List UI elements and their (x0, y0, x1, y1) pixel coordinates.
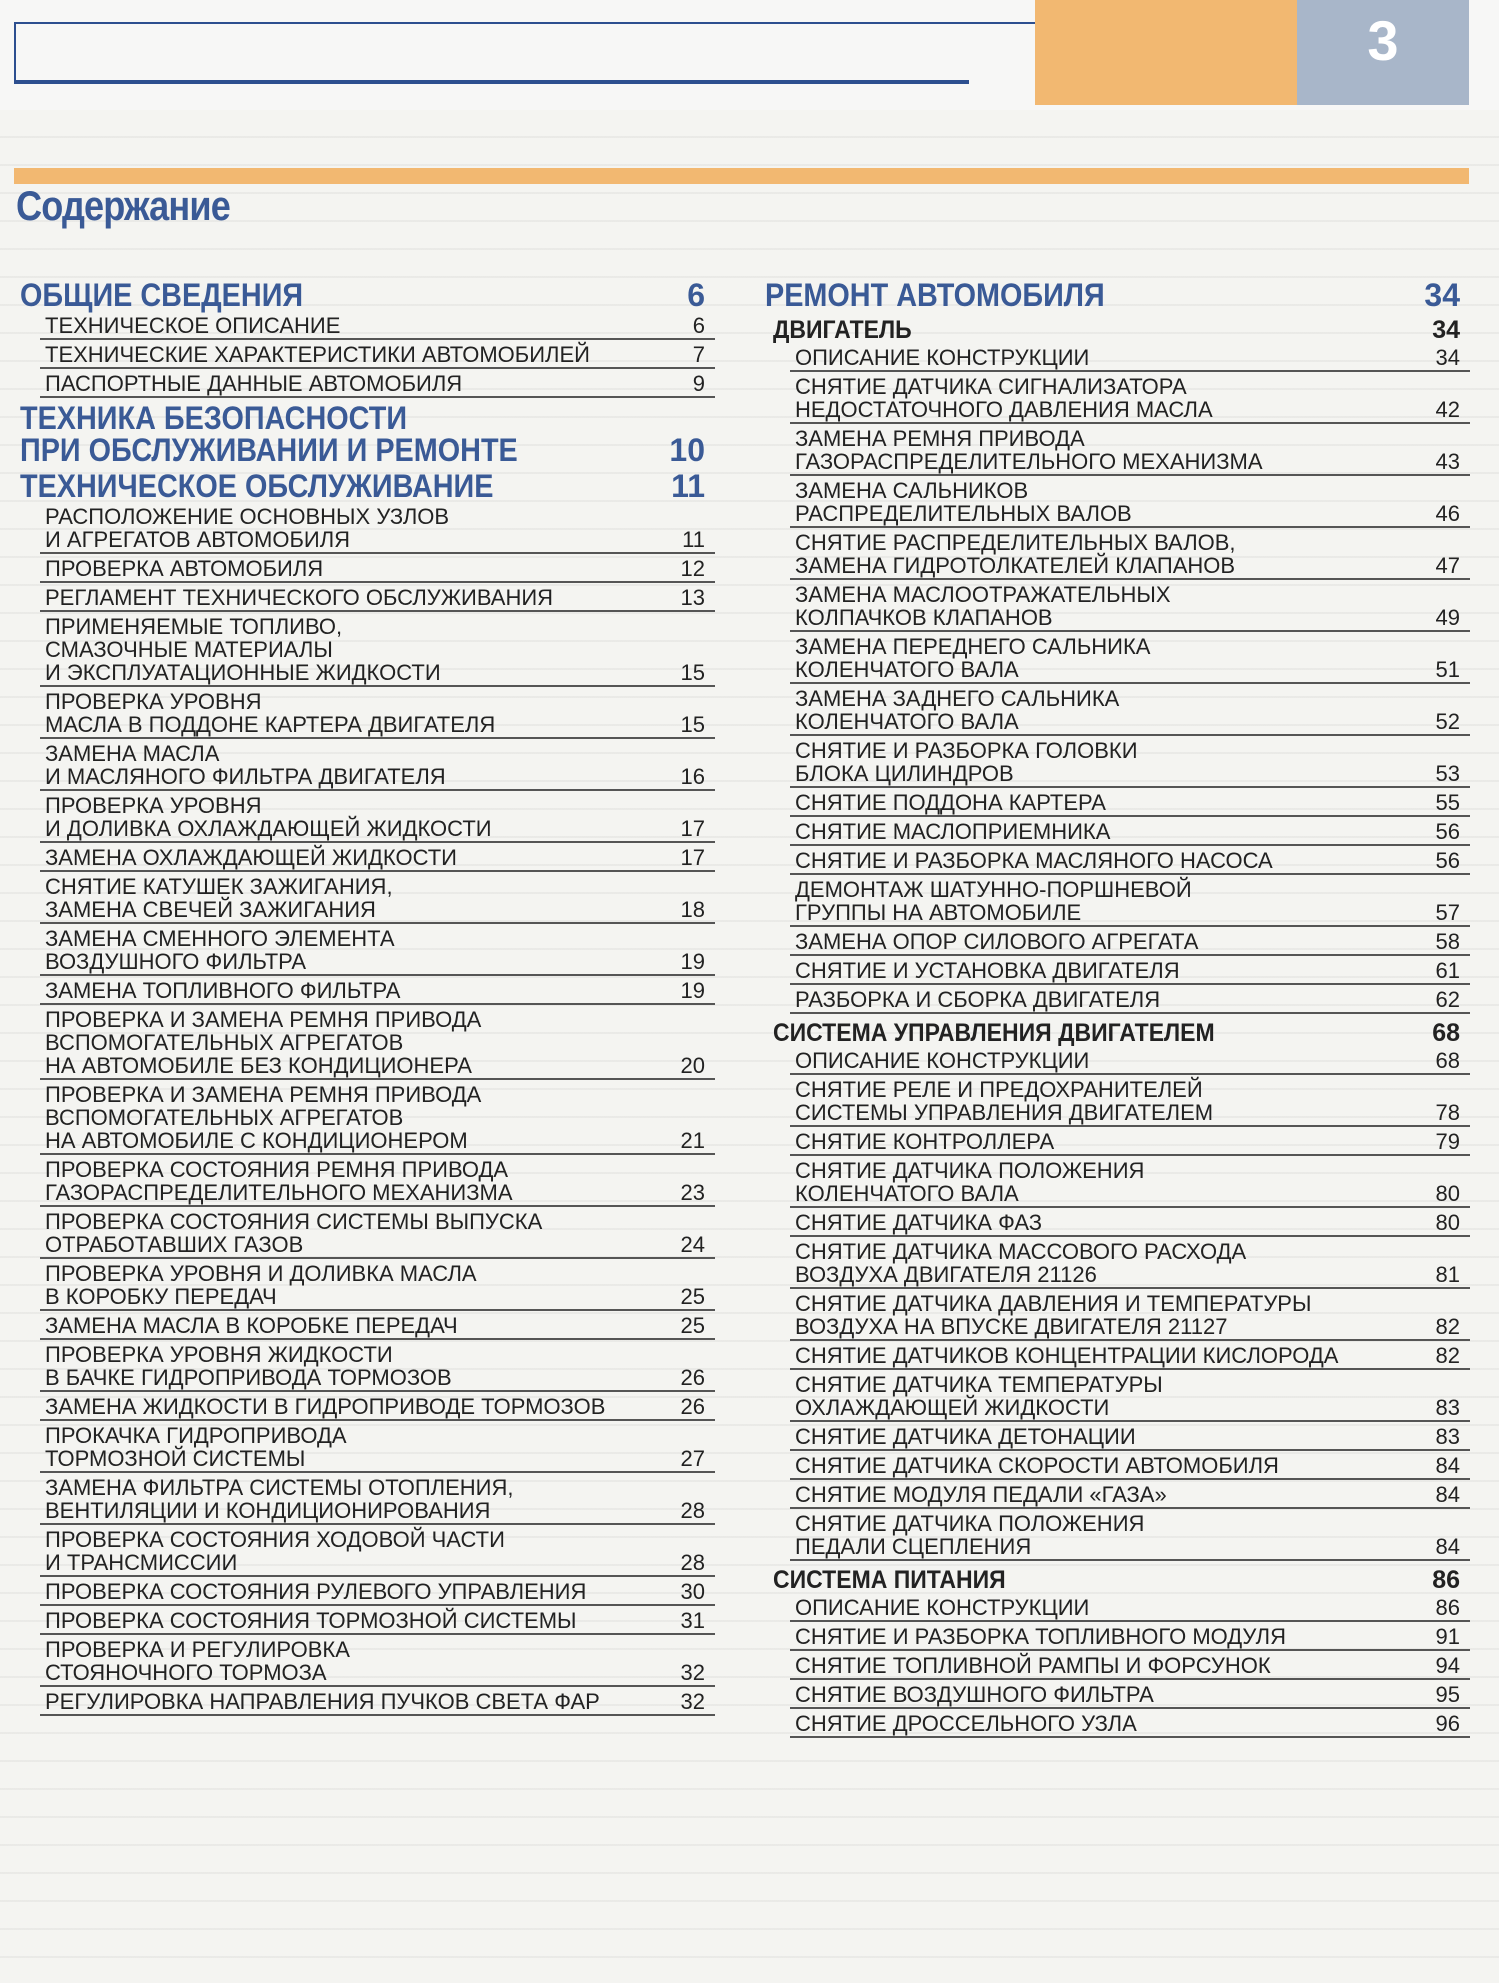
toc-entry (790, 1593, 1470, 1622)
toc-entry-title: ЗАМЕНА МАСЛА И МАСЛЯНОГО ФИЛЬТРА ДВИГАТЕЛЯ (45, 741, 446, 789)
toc-entry-title: СНЯТИЕ МОДУЛЯ ПЕДАЛИ «ГАЗА» (795, 1482, 1167, 1507)
toc-entry (40, 1080, 715, 1155)
toc-entry (40, 1473, 715, 1525)
toc-entry-page: 80 (1435, 1210, 1460, 1235)
toc-entry-title: РАЗБОРКА И СБОРКА ДВИГАТЕЛЯ (795, 987, 1161, 1012)
toc-entry-page: 31 (680, 1608, 705, 1633)
toc-entry (40, 687, 715, 739)
toc-entry (790, 476, 1470, 528)
toc-entry-page: 12 (680, 556, 705, 581)
toc-entry-page: 32 (680, 1689, 705, 1714)
toc-entry-page: 21 (680, 1128, 705, 1153)
toc-entry-title: СНЯТИЕ ДАТЧИКА ДЕТОНАЦИИ (795, 1424, 1136, 1449)
toc-entry-title: ПАСПОРТНЫЕ ДАННЫЕ АВТОМОБИЛЯ (45, 371, 463, 396)
toc-entry-title: ПРОВЕРКА СОСТОЯНИЯ ХОДОВОЙ ЧАСТИ И ТРАНСМИССИИ (45, 1527, 505, 1575)
toc-entry-title: РЕГУЛИРОВКА НАПРАВЛЕНИЯ ПУЧКОВ СВЕТА ФАР (45, 1689, 600, 1714)
toc-entry-title: ЗАМЕНА САЛЬНИКОВ РАСПРЕДЕЛИТЕЛЬНЫХ ВАЛОВ (795, 478, 1132, 526)
toc-entry (790, 1509, 1470, 1561)
toc-entry-title: ЗАМЕНА ПЕРЕДНЕГО САЛЬНИКА КОЛЕНЧАТОГО ВАЛА (795, 634, 1151, 682)
toc-entry-title: СНЯТИЕ РЕЛЕ И ПРЕДОХРАНИТЕЛЕЙ СИСТЕМЫ УПРАВЛЕНИЯ ДВИГАТЕЛЕМ (795, 1077, 1214, 1125)
toc-entry-title: РЕМОНТ АВТОМОБИЛЯ (765, 277, 1105, 313)
toc-entry-title: ЗАМЕНА ТОПЛИВНОГО ФИЛЬТРА (45, 978, 401, 1003)
toc-entry-title: ОБЩИЕ СВЕДЕНИЯ (20, 277, 304, 313)
toc-entry (40, 843, 715, 872)
toc-entry (790, 1208, 1470, 1237)
toc-entry (790, 736, 1470, 788)
toc-entry-page: 68 (1435, 1048, 1460, 1073)
toc-entry (790, 956, 1470, 985)
toc-entry-page: 82 (1435, 1343, 1460, 1368)
toc-entry-title: СНЯТИЕ ДРОССЕЛЬНОГО УЗЛА (795, 1711, 1137, 1736)
toc-entry-title: ПРОВЕРКА И ЗАМЕНА РЕМНЯ ПРИВОДА ВСПОМОГАТЕЛЬНЫХ АГРЕГАТОВ НА АВТОМОБИЛЕ БЕЗ КОНДИЦИОНЕРА (45, 1007, 482, 1078)
toc-entry-page: 11 (682, 527, 705, 552)
toc-entry-title: ПРОВЕРКА УРОВНЯ И ДОЛИВКА МАСЛА В КОРОБКУ ПЕРЕДАЧ (45, 1261, 477, 1309)
toc-entry-title: СНЯТИЕ ДАТЧИКА ТЕМПЕРАТУРЫ ОХЛАЖДАЮЩЕЙ ЖИДКОСТИ (795, 1372, 1163, 1420)
toc-entry (790, 1480, 1470, 1509)
toc-entry-page: 68 (1432, 1019, 1460, 1047)
toc-entry-page: 10 (669, 432, 705, 468)
toc-entry-page: 83 (1435, 1424, 1460, 1449)
toc-entry (40, 1606, 715, 1635)
toc-entry (790, 788, 1470, 817)
toc-entry (40, 791, 715, 843)
toc-entry-title: СНЯТИЕ И РАЗБОРКА ГОЛОВКИ БЛОКА ЦИЛИНДРОВ (795, 738, 1138, 786)
toc-entry-page: 61 (1435, 958, 1460, 983)
page-title: Содержание (16, 182, 230, 229)
toc-entry-page: 34 (1424, 277, 1460, 313)
header-rule-bottom (14, 80, 969, 84)
toc-entry (40, 1207, 715, 1259)
toc-entry-title: СНЯТИЕ И РАЗБОРКА ТОПЛИВНОГО МОДУЛЯ (795, 1624, 1286, 1649)
toc-entry-page: 82 (1435, 1314, 1460, 1339)
toc-entry-page: 25 (680, 1284, 705, 1309)
page-number: 3 (1367, 9, 1399, 72)
toc-entry (40, 340, 715, 369)
toc-entry-page: 84 (1435, 1482, 1460, 1507)
toc-entry (790, 1237, 1470, 1289)
toc-entry-page: 58 (1435, 929, 1460, 954)
toc-entry-title: ЗАМЕНА ОХЛАЖДАЮЩЕЙ ЖИДКОСТИ (45, 845, 457, 870)
toc-subsection (765, 1014, 1470, 1046)
toc-entry-page: 96 (1435, 1711, 1460, 1736)
toc-entry-page: 56 (1435, 848, 1460, 873)
toc-entry (790, 1046, 1470, 1075)
toc-entry-page: 16 (680, 764, 705, 789)
toc-section (20, 466, 715, 502)
toc-entry-title: ОПИСАНИЕ КОНСТРУКЦИИ (795, 1048, 1090, 1073)
toc-entry-page: 19 (680, 978, 705, 1003)
toc-entry-title: ТЕХНИКА БЕЗОПАСНОСТИ ПРИ ОБСЛУЖИВАНИИ И РЕМОНТЕ (20, 400, 518, 468)
toc-entry-title: ЗАМЕНА СМЕННОГО ЭЛЕМЕНТА ВОЗДУШНОГО ФИЛЬТРА (45, 926, 395, 974)
toc-right-column (765, 275, 1470, 1738)
toc-subsection (765, 1561, 1470, 1593)
toc-entry-page: 42 (1435, 397, 1460, 422)
toc-entry-title: СНЯТИЕ ДАТЧИКА ПОЛОЖЕНИЯ КОЛЕНЧАТОГО ВАЛА (795, 1158, 1145, 1206)
page-header (0, 0, 1499, 110)
toc-entry (790, 985, 1470, 1014)
toc-entry-title: ПРОКАЧКА ГИДРОПРИВОДА ТОРМОЗНОЙ СИСТЕМЫ (45, 1423, 347, 1471)
toc-entry-title: ТЕХНИЧЕСКОЕ ОПИСАНИЕ (45, 313, 341, 338)
toc-entry-page: 18 (680, 897, 705, 922)
toc-entry-title: СНЯТИЕ ДАТЧИКА СИГНАЛИЗАТОРА НЕДОСТАТОЧНОГО ДАВЛЕНИЯ МАСЛА (795, 374, 1213, 422)
toc-section (20, 275, 715, 311)
toc-entry-page: 94 (1435, 1653, 1460, 1678)
toc-entry (790, 1370, 1470, 1422)
toc-entry-page: 11 (671, 468, 705, 504)
toc-entry (790, 424, 1470, 476)
toc-entry (40, 583, 715, 612)
toc-entry-title: ТЕХНИЧЕСКОЕ ОБСЛУЖИВАНИЕ (20, 468, 494, 504)
toc-entry-title: СНЯТИЕ КОНТРОЛЛЕРА (795, 1129, 1055, 1154)
toc-entry-title: ПРОВЕРКА И РЕГУЛИРОВКА СТОЯНОЧНОГО ТОРМОЗА (45, 1637, 350, 1685)
toc-entry-page: 17 (680, 845, 705, 870)
toc-entry (40, 311, 715, 340)
toc-entry-page: 95 (1435, 1682, 1460, 1707)
toc-entry (40, 554, 715, 583)
toc-entry-title: ДЕМОНТАЖ ШАТУННО-ПОРШНЕВОЙ ГРУППЫ НА АВТОМОБИЛЕ (795, 877, 1192, 925)
toc-entry-title: СИСТЕМА УПРАВЛЕНИЯ ДВИГАТЕЛЕМ (773, 1019, 1215, 1047)
toc-entry-page: 15 (680, 712, 705, 737)
toc-entry-page: 52 (1435, 709, 1460, 734)
toc-entry (40, 1005, 715, 1080)
toc-entry-title: РЕГЛАМЕНТ ТЕХНИЧЕСКОГО ОБСЛУЖИВАНИЯ (45, 585, 554, 610)
toc-entry (40, 1421, 715, 1473)
toc-entry-title: ПРОВЕРКА СОСТОЯНИЯ РУЛЕВОГО УПРАВЛЕНИЯ (45, 1579, 587, 1604)
toc-entry-page: 81 (1435, 1262, 1460, 1287)
toc-entry-page: 56 (1435, 819, 1460, 844)
toc-entry (790, 1680, 1470, 1709)
toc-entry (40, 1311, 715, 1340)
toc-entry (40, 1155, 715, 1207)
toc-entry (40, 1340, 715, 1392)
toc-entry-title: СНЯТИЕ ДАТЧИКОВ КОНЦЕНТРАЦИИ КИСЛОРОДА (795, 1343, 1339, 1368)
toc-entry-title: ЗАМЕНА РЕМНЯ ПРИВОДА ГАЗОРАСПРЕДЕЛИТЕЛЬНОГО МЕХАНИЗМА (795, 426, 1263, 474)
toc-entry (40, 502, 715, 554)
toc-entry-page: 46 (1435, 501, 1460, 526)
toc-entry-title: ТЕХНИЧЕСКИЕ ХАРАКТЕРИСТИКИ АВТОМОБИЛЕЙ (45, 342, 590, 367)
toc-entry-title: СНЯТИЕ ДАТЧИКА МАССОВОГО РАСХОДА ВОЗДУХА ДВИГАТЕЛЯ 21126 (795, 1239, 1247, 1287)
toc-entry-title: ЗАМЕНА ЗАДНЕГО САЛЬНИКА КОЛЕНЧАТОГО ВАЛА (795, 686, 1120, 734)
toc-entry (40, 369, 715, 398)
toc-entry-title: ЗАМЕНА МАСЛООТРАЖАТЕЛЬНЫХ КОЛПАЧКОВ КЛАПАНОВ (795, 582, 1171, 630)
toc-entry-page: 30 (680, 1579, 705, 1604)
toc-entry-page: 79 (1435, 1129, 1460, 1154)
toc-entry (40, 1259, 715, 1311)
toc-entry (790, 372, 1470, 424)
toc-entry (790, 875, 1470, 927)
toc-entry-page: 7 (692, 342, 705, 367)
toc-entry (40, 924, 715, 976)
toc-entry (790, 1709, 1470, 1738)
toc-entry-page: 28 (680, 1498, 705, 1523)
toc-entry-page: 15 (680, 660, 705, 685)
toc-entry-title: РАСПОЛОЖЕНИЕ ОСНОВНЫХ УЗЛОВ И АГРЕГАТОВ АВТОМОБИЛЯ (45, 504, 450, 552)
toc-entry-title: ЗАМЕНА ФИЛЬТРА СИСТЕМЫ ОТОПЛЕНИЯ, ВЕНТИЛЯЦИИ И КОНДИЦИОНИРОВАНИЯ (45, 1475, 514, 1523)
toc-entry-page: 34 (1432, 316, 1460, 344)
toc-entry-page: 55 (1435, 790, 1460, 815)
toc-entry (790, 528, 1470, 580)
toc-subsection (765, 311, 1470, 343)
toc-entry-title: ПРОВЕРКА АВТОМОБИЛЯ (45, 556, 324, 581)
toc-section (765, 275, 1470, 311)
toc-entry-page: 62 (1435, 987, 1460, 1012)
title-stripe (14, 168, 1469, 184)
toc-entry (790, 684, 1470, 736)
toc-entry-page: 34 (1435, 345, 1460, 370)
toc-entry-title: СНЯТИЕ ТОПЛИВНОЙ РАМПЫ И ФОРСУНОК (795, 1653, 1271, 1678)
toc-entry-title: ПРОВЕРКА УРОВНЯ МАСЛА В ПОДДОНЕ КАРТЕРА ДВИГАТЕЛЯ (45, 689, 496, 737)
toc-entry-page: 91 (1435, 1624, 1460, 1649)
toc-entry-page: 53 (1435, 761, 1460, 786)
toc-entry-title: СНЯТИЕ КАТУШЕК ЗАЖИГАНИЯ, ЗАМЕНА СВЕЧЕЙ ЗАЖИГАНИЯ (45, 874, 393, 922)
toc-entry-page: 20 (680, 1053, 705, 1078)
toc-entry (40, 612, 715, 687)
toc-entry (790, 580, 1470, 632)
toc-entry-title: СНЯТИЕ И УСТАНОВКА ДВИГАТЕЛЯ (795, 958, 1180, 983)
toc-entry-title: ЗАМЕНА МАСЛА В КОРОБКЕ ПЕРЕДАЧ (45, 1313, 458, 1338)
toc-entry-title: ПРИМЕНЯЕМЫЕ ТОПЛИВО, СМАЗОЧНЫЕ МАТЕРИАЛЫ И ЭКСПЛУАТАЦИОННЫЕ ЖИДКОСТИ (45, 614, 441, 685)
toc-entry (790, 1651, 1470, 1680)
toc-entry (40, 872, 715, 924)
toc-entry-page: 28 (680, 1550, 705, 1575)
toc-entry-page: 19 (680, 949, 705, 974)
toc-entry-title: ПРОВЕРКА УРОВНЯ И ДОЛИВКА ОХЛАЖДАЮЩЕЙ ЖИДКОСТИ (45, 793, 492, 841)
toc-entry-page: 43 (1435, 449, 1460, 474)
toc-entry-title: СНЯТИЕ МАСЛОПРИЕМНИКА (795, 819, 1111, 844)
toc-entry (790, 1075, 1470, 1127)
toc-entry-page: 13 (680, 585, 705, 610)
toc-entry-page: 86 (1435, 1595, 1460, 1620)
toc-entry (790, 927, 1470, 956)
toc-entry-page: 9 (692, 371, 705, 396)
toc-entry-page: 78 (1435, 1100, 1460, 1125)
toc-entry-title: СНЯТИЕ ДАТЧИКА ПОЛОЖЕНИЯ ПЕДАЛИ СЦЕПЛЕНИЯ (795, 1511, 1145, 1559)
toc-entry (790, 1289, 1470, 1341)
toc-entry-page: 25 (680, 1313, 705, 1338)
toc-entry-title: ЗАМЕНА ЖИДКОСТИ В ГИДРОПРИВОДЕ ТОРМОЗОВ (45, 1394, 606, 1419)
toc-entry-page: 23 (680, 1180, 705, 1205)
toc-entry-title: СНЯТИЕ И РАЗБОРКА МАСЛЯНОГО НАСОСА (795, 848, 1273, 873)
toc-entry-title: СНЯТИЕ ДАТЧИКА ДАВЛЕНИЯ И ТЕМПЕРАТУРЫ ВОЗДУХА НА ВПУСКЕ ДВИГАТЕЛЯ 21127 (795, 1291, 1312, 1339)
toc-entry (790, 632, 1470, 684)
header-rule-vertical (14, 22, 16, 82)
toc-entry-page: 49 (1435, 605, 1460, 630)
toc-entry (790, 1451, 1470, 1480)
toc-entry (790, 846, 1470, 875)
toc-entry (790, 1156, 1470, 1208)
toc-entry-page: 80 (1435, 1181, 1460, 1206)
toc-entry-title: ОПИСАНИЕ КОНСТРУКЦИИ (795, 1595, 1090, 1620)
toc-entry (790, 817, 1470, 846)
toc-entry-page: 6 (692, 313, 705, 338)
toc-entry-page: 26 (680, 1365, 705, 1390)
toc-entry-page: 6 (687, 277, 705, 313)
toc-entry-title: СИСТЕМА ПИТАНИЯ (773, 1566, 1006, 1594)
toc-entry-title: ПРОВЕРКА СОСТОЯНИЯ ТОРМОЗНОЙ СИСТЕМЫ (45, 1608, 577, 1633)
toc-section (20, 398, 715, 466)
toc-entry-page: 24 (680, 1232, 705, 1257)
toc-entry (40, 1525, 715, 1577)
toc-entry-page: 84 (1435, 1453, 1460, 1478)
toc-entry-title: СНЯТИЕ РАСПРЕДЕЛИТЕЛЬНЫХ ВАЛОВ, ЗАМЕНА ГИДРОТОЛКАТЕЛЕЙ КЛАПАНОВ (795, 530, 1236, 578)
toc-entry-title: ПРОВЕРКА УРОВНЯ ЖИДКОСТИ В БАЧКЕ ГИДРОПРИВОДА ТОРМОЗОВ (45, 1342, 452, 1390)
toc-entry-title: ПРОВЕРКА СОСТОЯНИЯ СИСТЕМЫ ВЫПУСКА ОТРАБОТАВШИХ ГАЗОВ (45, 1209, 543, 1257)
toc-entry (790, 1341, 1470, 1370)
toc-entry (790, 343, 1470, 372)
toc-entry-title: ЗАМЕНА ОПОР СИЛОВОГО АГРЕГАТА (795, 929, 1199, 954)
toc-entry (40, 976, 715, 1005)
toc-entry-title: ПРОВЕРКА И ЗАМЕНА РЕМНЯ ПРИВОДА ВСПОМОГАТЕЛЬНЫХ АГРЕГАТОВ НА АВТОМОБИЛЕ С КОНДИЦИОНЕРОМ (45, 1082, 482, 1153)
toc-left-column (20, 275, 715, 1716)
toc-entry-page: 32 (680, 1660, 705, 1685)
toc-entry-title: ОПИСАНИЕ КОНСТРУКЦИИ (795, 345, 1090, 370)
toc-entry-page: 27 (680, 1446, 705, 1471)
toc-entry (790, 1422, 1470, 1451)
toc-entry (790, 1127, 1470, 1156)
toc-entry-page: 84 (1435, 1534, 1460, 1559)
toc-entry (40, 739, 715, 791)
header-orange-block (1035, 0, 1297, 105)
toc-entry (40, 1392, 715, 1421)
toc-entry-page: 51 (1435, 657, 1460, 682)
toc-entry (40, 1687, 715, 1716)
toc-entry (790, 1622, 1470, 1651)
toc-entry-title: ПРОВЕРКА СОСТОЯНИЯ РЕМНЯ ПРИВОДА ГАЗОРАСПРЕДЕЛИТЕЛЬНОГО МЕХАНИЗМА (45, 1157, 513, 1205)
toc-entry-title: СНЯТИЕ ВОЗДУШНОГО ФИЛЬТРА (795, 1682, 1154, 1707)
toc-entry (40, 1577, 715, 1606)
toc-entry-page: 17 (680, 816, 705, 841)
toc-entry-page: 83 (1435, 1395, 1460, 1420)
toc-entry-title: СНЯТИЕ ДАТЧИКА СКОРОСТИ АВТОМОБИЛЯ (795, 1453, 1279, 1478)
toc-entry-page: 26 (680, 1394, 705, 1419)
toc-entry-title: СНЯТИЕ ДАТЧИКА ФАЗ (795, 1210, 1043, 1235)
toc-entry-title: СНЯТИЕ ПОДДОНА КАРТЕРА (795, 790, 1106, 815)
toc-entry-title: ДВИГАТЕЛЬ (773, 316, 912, 344)
toc-entry-page: 57 (1435, 900, 1460, 925)
toc-entry (40, 1635, 715, 1687)
toc-entry-page: 86 (1432, 1566, 1460, 1594)
toc-entry-page: 47 (1435, 553, 1460, 578)
